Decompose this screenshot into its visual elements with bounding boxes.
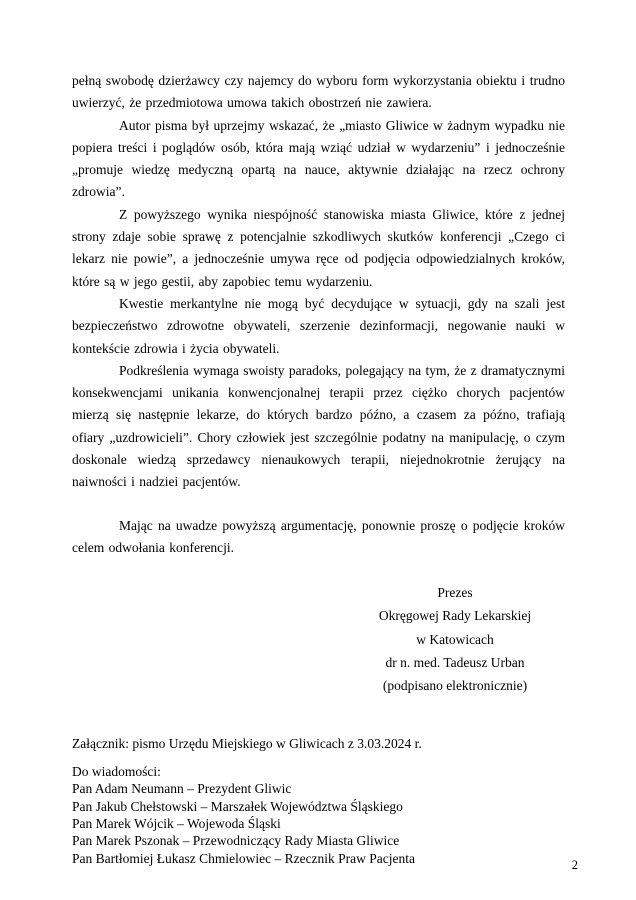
distribution-recipient: Pan Adam Neumann – Prezydent Gliwic [72,781,292,797]
distribution-recipient: Pan Marek Pszonak – Przewodniczący Rady Miasta Gliwice [72,833,400,849]
distribution-heading: Do wiadomości: [72,763,161,779]
body-paragraph: Autor pisma był uprzejmy wskazać, że „miasto Gliwice w żadnym wypadku nie popiera treści i poglądów osób, która mają wziąć udział w wydarzeniu” i jednocześnie „promuje wiedzę medyczną opartą na nauce, aktywnie działając na rzecz ochrony zdrowia”. [72,117,565,200]
body-paragraph: Podkreślenia wymaga swoisty paradoks, polegający na tym, że z dramatycznymi konsekwencjami unikania konwencjonalnej terapii przez ciężko chorych pacjentów mierzą się następnie lekarze, do których bardzo późno, a czasem za późno, trafiają ofiary „uzdrowicieli”. Chory człowiek jest szczególnie podatny na manipulację, o czym doskonale wiedzą sprzedawcy nienaukowych terapii, niejednokrotnie żerujący na naiwności i nadziei pacjentów. [72,362,565,490]
closing-paragraph: Mając na uwadze powyższą argumentację, ponownie proszę o podjęcie kroków celem odwołania konferencji. [72,517,565,555]
distribution-list [72,763,565,867]
distribution-recipient: Pan Bartłomiej Łukasz Chmielowiec – Rzecznik Praw Pacjenta [72,850,416,866]
signature-block [305,581,605,697]
attachment-line: Załącznik: pismo Urzędu Miejskiego w Gliwicach z 3.03.2024 r. [72,736,422,752]
body-paragraph: pełną swobodę dzierżawcy czy najemcy do wyboru form wykorzystania obiektu i trudno uwierzyć, że przedmiotowa umowa takich obostrzeń nie zawiera. [72,73,565,111]
page-number: 2 [571,858,578,872]
distribution-recipient: Pan Marek Wójcik – Wojewoda Śląski [72,815,281,831]
signature-city: w Katowicach [416,631,494,647]
body-paragraph: Z powyższego wynika niespójność stanowiska miasta Gliwice, które z jednej strony zdaje sobie sprawę z potencjalnie szkodliwych skutków konferencji „Czego ci lekarz nie powie”, a jednocześnie umywa ręce od podjęcia odpowiedzialnych kroków, które są w jego gestii, aby zapobiec temu wydarzeniu. [72,206,565,289]
distribution-recipient: Pan Jakub Chełstowski – Marszałek Województwa Śląskiego [72,798,403,814]
signature-name: dr n. med. Tadeusz Urban [385,654,525,670]
letter-body [72,70,565,867]
signature-organization: Okręgowej Rady Lekarskiej [378,608,532,624]
body-paragraph: Kwestie merkantylne nie mogą być decydujące w sytuacji, gdy na szali jest bezpieczeństwo zdrowotne obywateli, szerzenie dezinformacji, negowanie nauki w kontekście zdrowia i życia obywateli. [72,295,565,356]
signature-esign-note: (podpisano elektronicznie) [382,678,528,694]
signature-role: Prezes [437,585,473,601]
